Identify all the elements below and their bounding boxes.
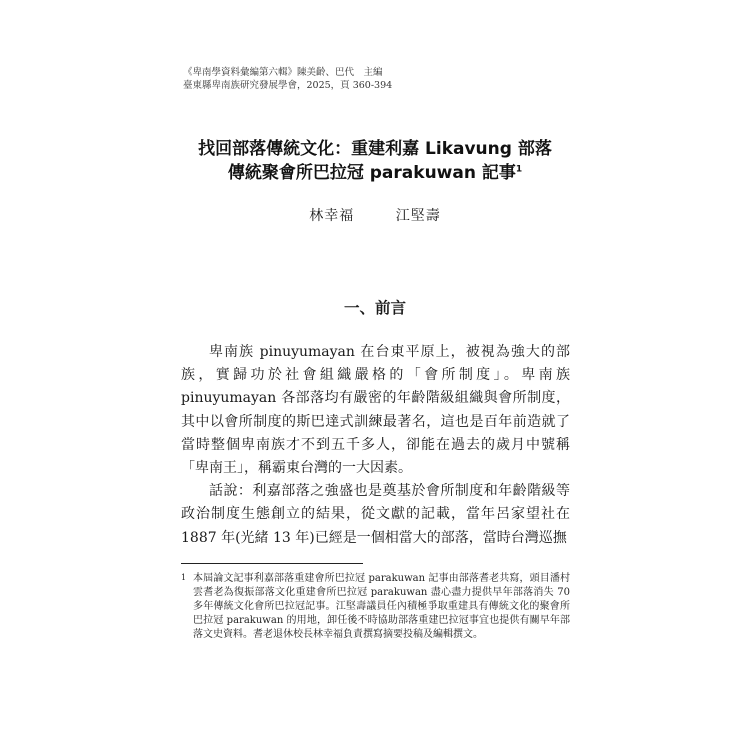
footnote-mark: 1 [181, 573, 187, 582]
author-1: 林幸福 [309, 208, 355, 224]
footnote-text: 本屆論文記事利嘉部落重建會所巴拉冠 parakuwan 記事由部落耆老共寫，頭目潘村雲耆老為復振部落文化重建會所巴拉冠 parakuwan 盡心盡力提供早年部落消失 70 多年傳統文化會所巴拉冠記事。江堅壽議員任內積極爭取重建具有傳統文化的聚會所巴拉冠 parakuwan 的用地，卸任後不時協助部落重建巴拉冠事宜也提供有關早年部落文史資料。耆老退休校長林幸福負責撰寫摘要投稿及編輯撰文。 [193, 573, 570, 640]
paragraph-1: 卑南族 pinuyumayan 在台東平原上，被視為強大的部族，實歸功於社會組織嚴格的「會所制度」。卑南族 pinuyumayan 各部落均有嚴密的年齡階級組織與會所制度，其中以會所制度的斯巴達式訓練最著名，這也是百年前造就了當時整個卑南族才不到五千多人，卻能在過去的歲月中號稱「卑南王」，稱霸東台灣的一大因素。 [181, 344, 570, 477]
title-line-1: 找回部落傳統文化：重建利嘉 Likavung 部落 [198, 139, 552, 159]
paragraph-2: 話說：利嘉部落之強盛也是奠基於會所制度和年齡階級等政治制度生態創立的結果，從文獻的記載，當年呂家望社在 1887 年(光緒 13 年)已經是一個相當大的部落，當時台灣巡撫 [181, 483, 570, 546]
article-title [0, 137, 750, 185]
header-source-line: 《卑南學資料彙編第六輯》陳美齡、巴代 主編 [183, 67, 383, 78]
title-line-2: 傳統聚會所巴拉冠 parakuwan 記事 [227, 163, 516, 183]
running-header [183, 66, 392, 92]
body-text [181, 341, 570, 550]
title-line-2-wrap [0, 161, 750, 185]
author-2: 江堅壽 [395, 208, 441, 224]
section-heading: 一、前言 [343, 299, 406, 317]
header-publisher-line: 臺東縣卑南族研究發展學會，2025，頁 360-394 [183, 80, 393, 91]
footnote-divider [181, 563, 363, 564]
title-footnote-ref[interactable]: 1 [515, 164, 523, 175]
author-list [0, 205, 750, 225]
footnote [181, 572, 570, 642]
